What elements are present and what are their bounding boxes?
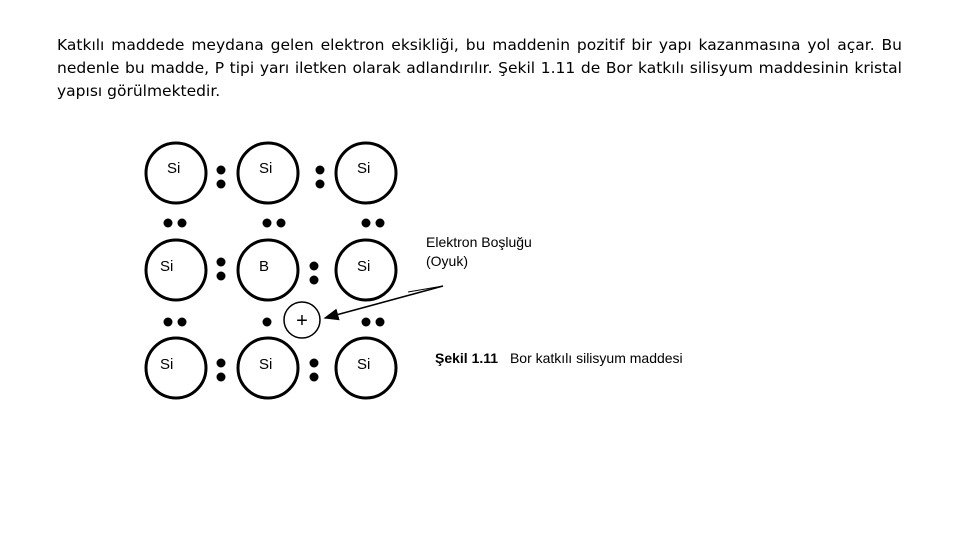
atom-label-r1c3: Si bbox=[357, 160, 371, 177]
electron-dot bbox=[316, 166, 325, 175]
atom-label-r3c1: Si bbox=[160, 356, 174, 373]
electron-dot bbox=[217, 359, 226, 368]
electron-dot bbox=[376, 318, 385, 327]
atom-label-r1c2: Si bbox=[259, 160, 273, 177]
atom-label-r2c2: B bbox=[259, 258, 270, 275]
electron-dot bbox=[277, 219, 286, 228]
figure-caption-number: Şekil 1.11 bbox=[435, 350, 499, 366]
electron-dot bbox=[263, 219, 272, 228]
electron-dot bbox=[376, 219, 385, 228]
figure-caption-text: Bor katkılı silisyum maddesi bbox=[509, 350, 683, 366]
atom-circle-r3c1 bbox=[146, 338, 206, 398]
electron-dot bbox=[164, 318, 173, 327]
electron-dot bbox=[217, 272, 226, 281]
electron-dot bbox=[310, 276, 319, 285]
annotation-line-2: (Oyuk) bbox=[426, 253, 468, 269]
electron-dot bbox=[263, 318, 272, 327]
electron-dot bbox=[310, 262, 319, 271]
electron-dot bbox=[362, 318, 371, 327]
atom-label-r2c1: Si bbox=[160, 258, 174, 275]
annotation-line-1: Elektron Boşluğu bbox=[426, 234, 532, 250]
hole-plus-symbol: + bbox=[296, 310, 308, 332]
electron-dot bbox=[310, 359, 319, 368]
electron-dot bbox=[316, 180, 325, 189]
electron-dot bbox=[217, 373, 226, 382]
atom-circle-r2c1 bbox=[146, 240, 206, 300]
atom-label-r2c3: Si bbox=[357, 258, 371, 275]
atom-label-r3c3: Si bbox=[357, 356, 371, 373]
electron-dot bbox=[217, 258, 226, 267]
electron-dot bbox=[217, 180, 226, 189]
electron-dot bbox=[178, 219, 187, 228]
electron-dot bbox=[164, 219, 173, 228]
electron-dot bbox=[217, 166, 226, 175]
electron-dot bbox=[362, 219, 371, 228]
atom-label-r3c2: Si bbox=[259, 356, 273, 373]
atom-label-r1c1: Si bbox=[167, 160, 181, 177]
electron-dot bbox=[178, 318, 187, 327]
figure-caption bbox=[435, 350, 683, 366]
electron-dot bbox=[310, 373, 319, 382]
body-paragraph: Katkılı maddede meydana gelen elektron eksikliği, bu maddenin pozitif bir yapı kazanmasına yol açar. Bu nedenle bu madde, P tipi yarı iletken olarak adlandırılır. Şekil 1.11 de Bor katkılı silisyum maddesinin kristal yapısı görülmektedir. bbox=[57, 36, 902, 100]
